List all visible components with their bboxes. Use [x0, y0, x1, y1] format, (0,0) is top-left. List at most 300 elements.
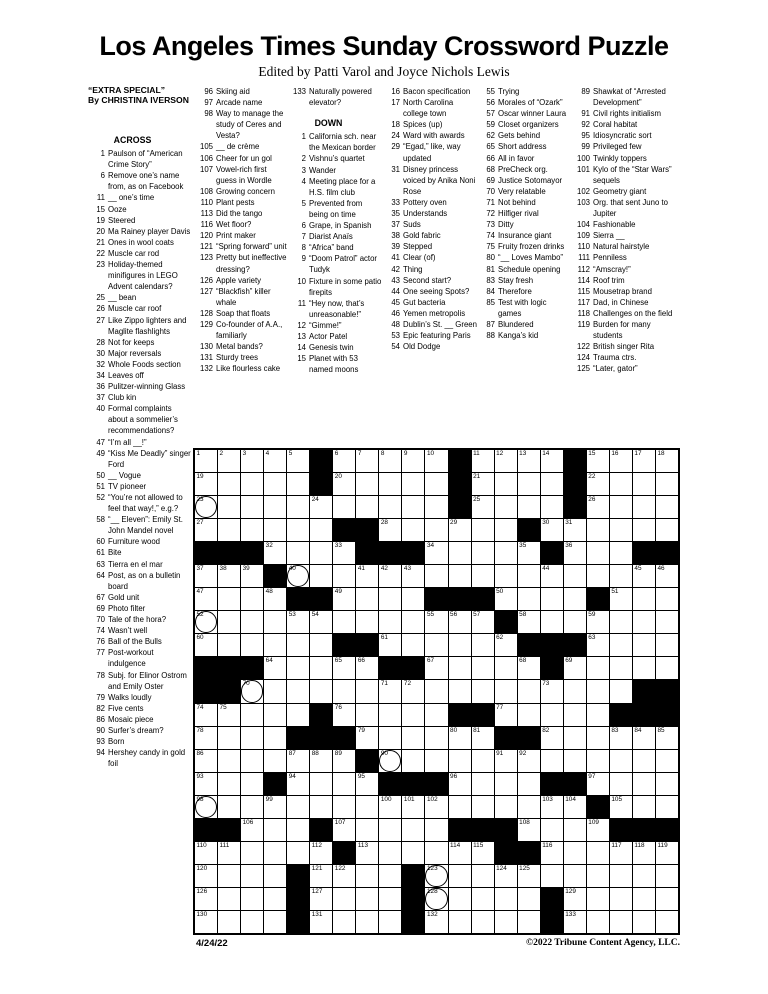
grid-cell[interactable]: [518, 796, 540, 818]
grid-cell[interactable]: [333, 680, 355, 702]
grid-cell[interactable]: [241, 888, 263, 910]
grid-cell[interactable]: [656, 911, 678, 933]
grid-cell[interactable]: [610, 611, 632, 633]
grid-cell[interactable]: [633, 634, 655, 656]
grid-cell[interactable]: [356, 865, 378, 887]
grid-cell[interactable]: [425, 611, 447, 633]
grid-cell[interactable]: [472, 473, 494, 495]
grid-cell[interactable]: [610, 727, 632, 749]
grid-cell[interactable]: [333, 657, 355, 679]
grid-cell[interactable]: [195, 888, 217, 910]
grid-cell[interactable]: [356, 842, 378, 864]
grid-cell[interactable]: [333, 611, 355, 633]
grid-cell[interactable]: [564, 842, 586, 864]
grid-cell[interactable]: [587, 819, 609, 841]
grid-cell[interactable]: [402, 450, 424, 472]
grid-cell[interactable]: [379, 865, 401, 887]
grid-cell[interactable]: [402, 842, 424, 864]
grid-cell[interactable]: [241, 865, 263, 887]
grid-cell[interactable]: [310, 888, 332, 910]
grid-cell[interactable]: [425, 634, 447, 656]
grid-cell[interactable]: [472, 773, 494, 795]
grid-cell[interactable]: [449, 796, 471, 818]
grid-cell[interactable]: [610, 450, 632, 472]
grid-cell[interactable]: [195, 842, 217, 864]
grid-cell[interactable]: [310, 750, 332, 772]
grid-cell[interactable]: [656, 450, 678, 472]
grid-cell[interactable]: [241, 842, 263, 864]
grid-cell[interactable]: [425, 865, 447, 887]
grid-cell[interactable]: [356, 796, 378, 818]
grid-cell[interactable]: [287, 750, 309, 772]
grid-cell[interactable]: [379, 450, 401, 472]
grid-cell[interactable]: [333, 819, 355, 841]
grid-cell[interactable]: [495, 773, 517, 795]
grid-cell[interactable]: [495, 911, 517, 933]
grid-cell[interactable]: [472, 911, 494, 933]
grid-cell[interactable]: [541, 750, 563, 772]
grid-cell[interactable]: [264, 680, 286, 702]
grid-cell[interactable]: [610, 842, 632, 864]
grid-cell[interactable]: [472, 842, 494, 864]
grid-cell[interactable]: [425, 888, 447, 910]
grid-cell[interactable]: [656, 611, 678, 633]
grid-cell[interactable]: [587, 519, 609, 541]
grid-cell[interactable]: [402, 565, 424, 587]
grid-cell[interactable]: [518, 888, 540, 910]
grid-cell[interactable]: [425, 819, 447, 841]
grid-cell[interactable]: [310, 796, 332, 818]
grid-cell[interactable]: [356, 727, 378, 749]
grid-cell[interactable]: [587, 704, 609, 726]
grid-cell[interactable]: [495, 704, 517, 726]
grid-cell[interactable]: [518, 911, 540, 933]
grid-cell[interactable]: [402, 496, 424, 518]
grid-cell[interactable]: [379, 911, 401, 933]
grid-cell[interactable]: [333, 911, 355, 933]
grid-cell[interactable]: [610, 542, 632, 564]
grid-cell[interactable]: [287, 542, 309, 564]
grid-cell[interactable]: [287, 634, 309, 656]
grid-cell[interactable]: [333, 450, 355, 472]
grid-cell[interactable]: [241, 796, 263, 818]
grid-cell[interactable]: [633, 611, 655, 633]
grid-cell[interactable]: [564, 727, 586, 749]
grid-cell[interactable]: [633, 657, 655, 679]
grid-cell[interactable]: [518, 865, 540, 887]
grid-cell[interactable]: [264, 473, 286, 495]
grid-cell[interactable]: [333, 496, 355, 518]
grid-cell[interactable]: [495, 588, 517, 610]
grid-cell[interactable]: [264, 911, 286, 933]
grid-cell[interactable]: [241, 565, 263, 587]
grid-cell[interactable]: [541, 680, 563, 702]
grid-cell[interactable]: [425, 450, 447, 472]
grid-cell[interactable]: [356, 657, 378, 679]
grid-cell[interactable]: [241, 473, 263, 495]
grid-cell[interactable]: [449, 657, 471, 679]
grid-cell[interactable]: [379, 634, 401, 656]
grid-cell[interactable]: [495, 634, 517, 656]
grid-cell[interactable]: [402, 611, 424, 633]
grid-cell[interactable]: [195, 473, 217, 495]
grid-cell[interactable]: [379, 819, 401, 841]
grid-cell[interactable]: [449, 680, 471, 702]
grid-cell[interactable]: [472, 865, 494, 887]
grid-cell[interactable]: [287, 450, 309, 472]
grid-cell[interactable]: [587, 496, 609, 518]
grid-cell[interactable]: [264, 542, 286, 564]
grid-cell[interactable]: [564, 796, 586, 818]
grid-cell[interactable]: [241, 750, 263, 772]
grid-cell[interactable]: [633, 773, 655, 795]
grid-cell[interactable]: [241, 588, 263, 610]
grid-cell[interactable]: [472, 565, 494, 587]
grid-cell[interactable]: [379, 704, 401, 726]
grid-cell[interactable]: [310, 657, 332, 679]
grid-cell[interactable]: [195, 588, 217, 610]
grid-cell[interactable]: [379, 588, 401, 610]
grid-cell[interactable]: [379, 473, 401, 495]
grid-cell[interactable]: [218, 773, 240, 795]
grid-cell[interactable]: [195, 634, 217, 656]
grid-cell[interactable]: [195, 450, 217, 472]
grid-cell[interactable]: [656, 519, 678, 541]
grid-cell[interactable]: [518, 588, 540, 610]
grid-cell[interactable]: [218, 450, 240, 472]
grid-cell[interactable]: [218, 750, 240, 772]
grid-cell[interactable]: [541, 519, 563, 541]
grid-cell[interactable]: [610, 680, 632, 702]
grid-cell[interactable]: [356, 680, 378, 702]
grid-cell[interactable]: [310, 911, 332, 933]
grid-cell[interactable]: [495, 865, 517, 887]
grid-cell[interactable]: [195, 865, 217, 887]
grid-cell[interactable]: [287, 473, 309, 495]
grid-cell[interactable]: [633, 865, 655, 887]
grid-cell[interactable]: [518, 704, 540, 726]
grid-cell[interactable]: [518, 565, 540, 587]
grid-cell[interactable]: [425, 750, 447, 772]
grid-cell[interactable]: [656, 796, 678, 818]
grid-cell[interactable]: [379, 842, 401, 864]
grid-cell[interactable]: [264, 796, 286, 818]
grid-cell[interactable]: [587, 773, 609, 795]
grid-cell[interactable]: [310, 565, 332, 587]
grid-cell[interactable]: [472, 611, 494, 633]
grid-cell[interactable]: [287, 819, 309, 841]
grid-cell[interactable]: [379, 680, 401, 702]
grid-cell[interactable]: [333, 750, 355, 772]
grid-cell[interactable]: [449, 911, 471, 933]
grid-cell[interactable]: [241, 450, 263, 472]
grid-cell[interactable]: [656, 842, 678, 864]
grid-cell[interactable]: [402, 588, 424, 610]
grid-cell[interactable]: [241, 634, 263, 656]
grid-cell[interactable]: [264, 496, 286, 518]
grid-cell[interactable]: [610, 773, 632, 795]
grid-cell[interactable]: [518, 819, 540, 841]
grid-cell[interactable]: [241, 911, 263, 933]
grid-cell[interactable]: [379, 496, 401, 518]
grid-cell[interactable]: [379, 750, 401, 772]
grid-cell[interactable]: [564, 680, 586, 702]
grid-cell[interactable]: [656, 588, 678, 610]
grid-cell[interactable]: [495, 888, 517, 910]
grid-cell[interactable]: [610, 911, 632, 933]
grid-cell[interactable]: [587, 911, 609, 933]
grid-cell[interactable]: [287, 657, 309, 679]
grid-cell[interactable]: [264, 634, 286, 656]
grid-cell[interactable]: [356, 773, 378, 795]
grid-cell[interactable]: [264, 519, 286, 541]
grid-cell[interactable]: [633, 888, 655, 910]
grid-cell[interactable]: [218, 888, 240, 910]
grid-cell[interactable]: [218, 911, 240, 933]
grid-cell[interactable]: [218, 704, 240, 726]
grid-cell[interactable]: [518, 496, 540, 518]
grid-cell[interactable]: [264, 842, 286, 864]
grid-cell[interactable]: [218, 496, 240, 518]
grid-cell[interactable]: [656, 750, 678, 772]
grid-cell[interactable]: [356, 588, 378, 610]
grid-cell[interactable]: [333, 565, 355, 587]
grid-cell[interactable]: [449, 519, 471, 541]
grid-cell[interactable]: [287, 842, 309, 864]
grid-cell[interactable]: [656, 727, 678, 749]
grid-cell[interactable]: [518, 542, 540, 564]
grid-cell[interactable]: [287, 519, 309, 541]
grid-cell[interactable]: [587, 565, 609, 587]
grid-cell[interactable]: [356, 611, 378, 633]
grid-cell[interactable]: [541, 496, 563, 518]
grid-cell[interactable]: [518, 611, 540, 633]
grid-cell[interactable]: [356, 704, 378, 726]
grid-cell[interactable]: [195, 911, 217, 933]
grid-cell[interactable]: [402, 750, 424, 772]
grid-cell[interactable]: [541, 588, 563, 610]
grid-cell[interactable]: [587, 450, 609, 472]
grid-cell[interactable]: [633, 450, 655, 472]
grid-cell[interactable]: [518, 450, 540, 472]
grid-cell[interactable]: [402, 634, 424, 656]
grid-cell[interactable]: [195, 496, 217, 518]
grid-cell[interactable]: [402, 519, 424, 541]
grid-cell[interactable]: [610, 796, 632, 818]
grid-cell[interactable]: [449, 865, 471, 887]
grid-cell[interactable]: [541, 473, 563, 495]
grid-cell[interactable]: [610, 888, 632, 910]
grid-cell[interactable]: [218, 588, 240, 610]
grid-cell[interactable]: [541, 704, 563, 726]
grid-cell[interactable]: [195, 727, 217, 749]
grid-cell[interactable]: [218, 865, 240, 887]
grid-cell[interactable]: [587, 680, 609, 702]
grid-cell[interactable]: [633, 727, 655, 749]
grid-cell[interactable]: [472, 450, 494, 472]
grid-cell[interactable]: [472, 888, 494, 910]
grid-cell[interactable]: [541, 611, 563, 633]
grid-cell[interactable]: [449, 565, 471, 587]
grid-cell[interactable]: [449, 842, 471, 864]
grid-cell[interactable]: [633, 565, 655, 587]
grid-cell[interactable]: [310, 542, 332, 564]
grid-cell[interactable]: [587, 657, 609, 679]
grid-cell[interactable]: [333, 796, 355, 818]
grid-cell[interactable]: [587, 750, 609, 772]
grid-cell[interactable]: [195, 750, 217, 772]
grid-cell[interactable]: [241, 819, 263, 841]
grid-cell[interactable]: [356, 911, 378, 933]
grid-cell[interactable]: [449, 773, 471, 795]
grid-cell[interactable]: [425, 727, 447, 749]
grid-cell[interactable]: [610, 473, 632, 495]
grid-cell[interactable]: [402, 680, 424, 702]
grid-cell[interactable]: [472, 796, 494, 818]
grid-cell[interactable]: [633, 750, 655, 772]
grid-cell[interactable]: [541, 727, 563, 749]
grid-cell[interactable]: [218, 611, 240, 633]
grid-cell[interactable]: [425, 565, 447, 587]
grid-cell[interactable]: [656, 473, 678, 495]
grid-cell[interactable]: [195, 611, 217, 633]
grid-cell[interactable]: [402, 473, 424, 495]
grid-cell[interactable]: [310, 634, 332, 656]
grid-cell[interactable]: [495, 680, 517, 702]
grid-cell[interactable]: [587, 865, 609, 887]
grid-cell[interactable]: [564, 565, 586, 587]
grid-cell[interactable]: [333, 704, 355, 726]
grid-cell[interactable]: [656, 865, 678, 887]
grid-cell[interactable]: [402, 704, 424, 726]
grid-cell[interactable]: [564, 657, 586, 679]
grid-cell[interactable]: [264, 750, 286, 772]
grid-cell[interactable]: [610, 750, 632, 772]
grid-cell[interactable]: [564, 888, 586, 910]
grid-cell[interactable]: [287, 773, 309, 795]
grid-cell[interactable]: [379, 519, 401, 541]
grid-cell[interactable]: [287, 565, 309, 587]
grid-cell[interactable]: [264, 704, 286, 726]
grid-cell[interactable]: [495, 519, 517, 541]
grid-cell[interactable]: [241, 519, 263, 541]
grid-cell[interactable]: [610, 634, 632, 656]
grid-cell[interactable]: [541, 565, 563, 587]
grid-cell[interactable]: [656, 634, 678, 656]
grid-cell[interactable]: [287, 680, 309, 702]
grid-cell[interactable]: [287, 796, 309, 818]
grid-cell[interactable]: [195, 704, 217, 726]
grid-cell[interactable]: [379, 796, 401, 818]
grid-cell[interactable]: [310, 519, 332, 541]
grid-cell[interactable]: [633, 588, 655, 610]
grid-cell[interactable]: [587, 842, 609, 864]
grid-cell[interactable]: [333, 888, 355, 910]
grid-cell[interactable]: [287, 496, 309, 518]
grid-cell[interactable]: [656, 888, 678, 910]
grid-cell[interactable]: [310, 773, 332, 795]
grid-cell[interactable]: [264, 588, 286, 610]
grid-cell[interactable]: [425, 496, 447, 518]
grid-cell[interactable]: [564, 819, 586, 841]
grid-cell[interactable]: [541, 450, 563, 472]
grid-cell[interactable]: [264, 611, 286, 633]
grid-cell[interactable]: [402, 819, 424, 841]
grid-cell[interactable]: [241, 704, 263, 726]
grid-cell[interactable]: [564, 865, 586, 887]
grid-cell[interactable]: [564, 588, 586, 610]
grid-cell[interactable]: [656, 657, 678, 679]
grid-cell[interactable]: [564, 911, 586, 933]
grid-cell[interactable]: [218, 796, 240, 818]
grid-cell[interactable]: [610, 657, 632, 679]
grid-cell[interactable]: [472, 542, 494, 564]
grid-cell[interactable]: [425, 704, 447, 726]
grid-cell[interactable]: [495, 496, 517, 518]
grid-cell[interactable]: [425, 542, 447, 564]
grid-cell[interactable]: [541, 842, 563, 864]
grid-cell[interactable]: [564, 704, 586, 726]
grid-cell[interactable]: [449, 611, 471, 633]
grid-cell[interactable]: [587, 727, 609, 749]
grid-cell[interactable]: [656, 565, 678, 587]
grid-cell[interactable]: [495, 796, 517, 818]
grid-cell[interactable]: [218, 565, 240, 587]
grid-cell[interactable]: [472, 519, 494, 541]
grid-cell[interactable]: [356, 450, 378, 472]
grid-cell[interactable]: [633, 911, 655, 933]
grid-cell[interactable]: [218, 473, 240, 495]
grid-cell[interactable]: [310, 680, 332, 702]
grid-cell[interactable]: [379, 727, 401, 749]
grid-cell[interactable]: [610, 565, 632, 587]
grid-cell[interactable]: [564, 750, 586, 772]
grid-cell[interactable]: [356, 496, 378, 518]
grid-cell[interactable]: [425, 842, 447, 864]
grid-cell[interactable]: [287, 704, 309, 726]
grid-cell[interactable]: [425, 473, 447, 495]
grid-cell[interactable]: [241, 727, 263, 749]
grid-cell[interactable]: [425, 657, 447, 679]
grid-cell[interactable]: [264, 727, 286, 749]
grid-cell[interactable]: [633, 842, 655, 864]
grid-cell[interactable]: [264, 450, 286, 472]
grid-cell[interactable]: [610, 496, 632, 518]
grid-cell[interactable]: [195, 519, 217, 541]
grid-cell[interactable]: [495, 750, 517, 772]
grid-cell[interactable]: [564, 611, 586, 633]
grid-cell[interactable]: [356, 565, 378, 587]
grid-cell[interactable]: [472, 657, 494, 679]
grid-cell[interactable]: [495, 473, 517, 495]
grid-cell[interactable]: [633, 473, 655, 495]
grid-cell[interactable]: [356, 473, 378, 495]
grid-cell[interactable]: [587, 888, 609, 910]
grid-cell[interactable]: [518, 657, 540, 679]
grid-cell[interactable]: [333, 473, 355, 495]
grid-cell[interactable]: [425, 519, 447, 541]
grid-cell[interactable]: [541, 865, 563, 887]
grid-cell[interactable]: [449, 634, 471, 656]
grid-cell[interactable]: [656, 496, 678, 518]
grid-cell[interactable]: [633, 796, 655, 818]
grid-cell[interactable]: [472, 496, 494, 518]
grid-cell[interactable]: [218, 634, 240, 656]
grid-cell[interactable]: [564, 542, 586, 564]
grid-cell[interactable]: [425, 680, 447, 702]
grid-cell[interactable]: [449, 727, 471, 749]
grid-cell[interactable]: [472, 750, 494, 772]
